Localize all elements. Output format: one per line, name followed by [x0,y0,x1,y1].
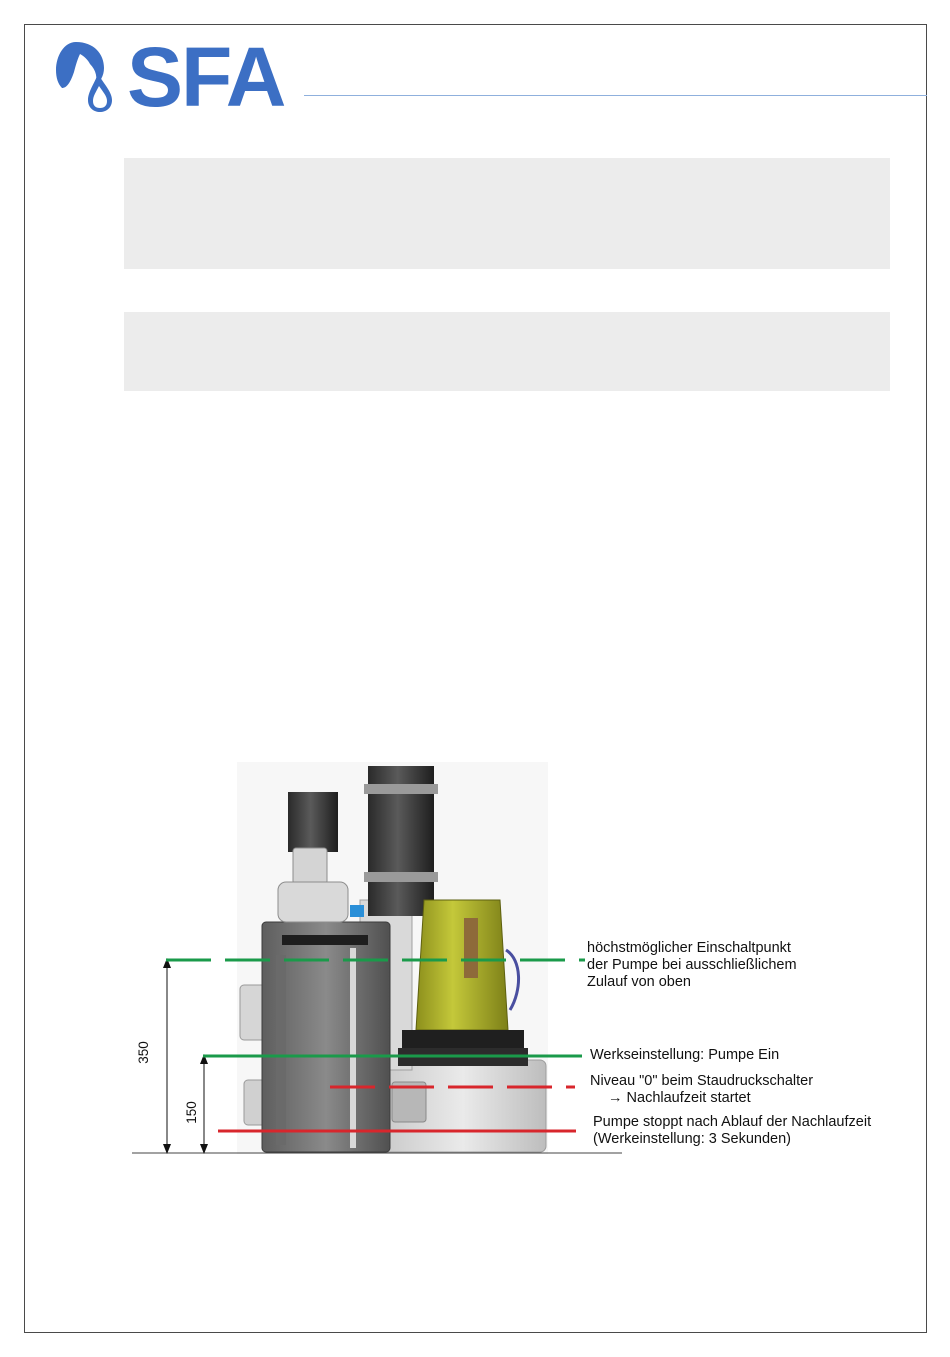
annotation-factory-setting: Werkseinstellung: Pumpe Ein [590,1047,780,1063]
annotation-level-zero-line2: → Nachlaufzeit startet [608,1090,751,1106]
annotation-highest-line1: höchstmöglicher Einschaltpunkt [587,940,791,956]
dimension-150 [200,1054,208,1154]
annotation-highest-line3: Zulauf von oben [587,974,691,990]
dimension-label-150: 150 [183,1101,199,1124]
logo-text: SFA [127,30,285,124]
annotation-highest-line2: der Pumpe bei ausschließlichem [587,957,797,973]
collection-tank [262,922,390,1152]
dimension-label-350: 350 [135,1041,151,1064]
dimension-350 [163,958,171,1154]
annotation-pump-stops-line1: Pumpe stoppt nach Ablauf der Nachlaufzeit [593,1114,872,1130]
annotation-pump-stops-line2: (Werkeinstellung: 3 Sekunden) [593,1131,792,1147]
annotation-level-zero-line1: Niveau "0" beim Staudruckschalter [590,1073,814,1089]
